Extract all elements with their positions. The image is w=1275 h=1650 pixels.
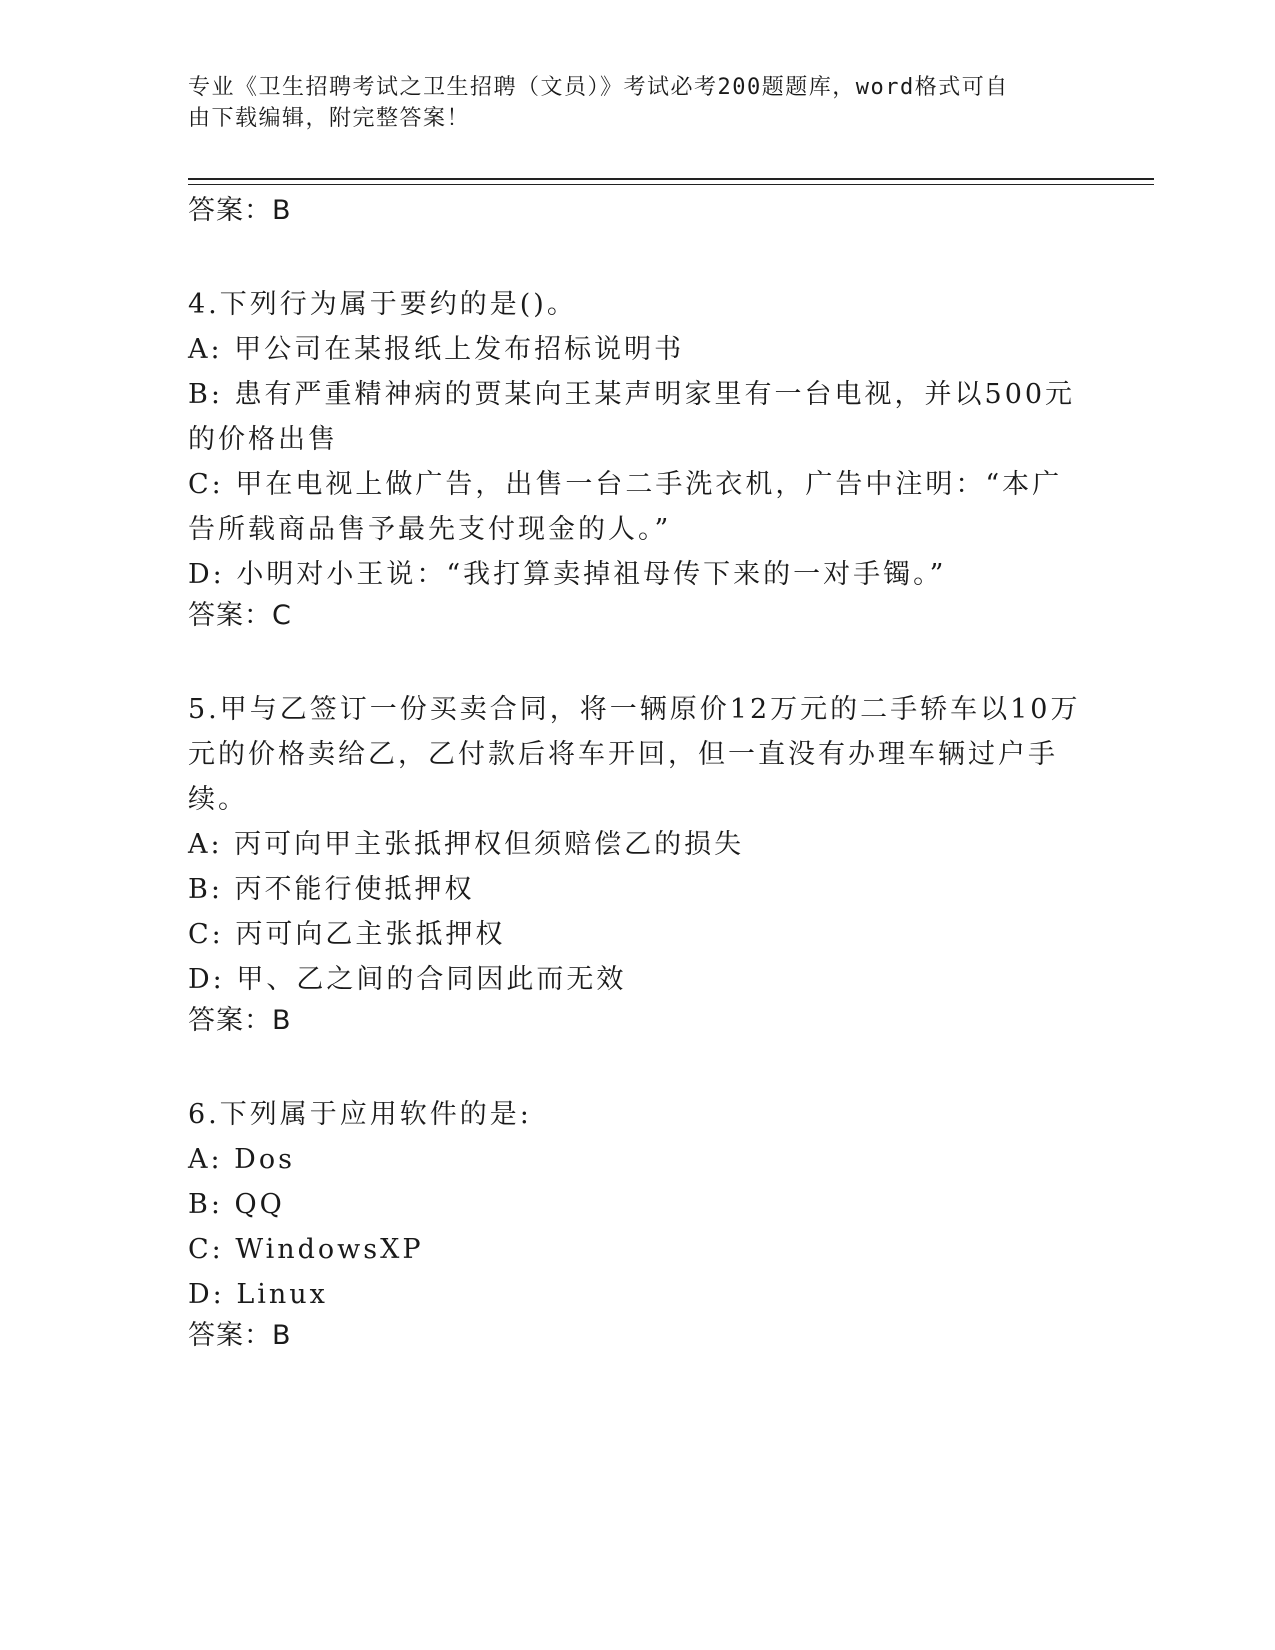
option-c: C: 丙可向乙主张抵押权 (188, 919, 506, 950)
header-line-2: 由下载编辑，附完整答案！ (188, 106, 471, 131)
header-line-1: 专业《卫生招聘考试之卫生招聘（文员）》考试必考200题题库，word格式可自 (188, 75, 1009, 100)
previous-answer: 答案：B (188, 195, 292, 226)
option-b: B: 丙不能行使抵押权 (188, 874, 475, 905)
option-d: D: 小明对小王说：“我打算卖掉祖母传下来的一对手镯。” (188, 559, 947, 590)
option-b: B: 患有严重精神病的贾某向王某声明家里有一台电视，并以500元的价格出售 (188, 379, 1076, 455)
answer: 答案：C (188, 600, 292, 631)
question-5 (188, 687, 1088, 1047)
document-body (188, 192, 1088, 1362)
header-divider-thick (188, 178, 1154, 180)
option-b: B: QQ (188, 1189, 285, 1220)
question-text: 5.甲与乙签订一份买卖合同，将一辆原价12万元的二手轿车以10万元的价格卖给乙，乙付款后将车开回，但一直没有办理车辆过户手续。 (188, 694, 1081, 815)
document-header (188, 72, 1068, 134)
option-d: D: 甲、乙之间的合同因此而无效 (188, 964, 627, 995)
question-6 (188, 1092, 1088, 1362)
header-divider-thin (188, 184, 1154, 185)
option-c: C: WindowsXP (188, 1234, 424, 1265)
question-text: 6.下列属于应用软件的是: (188, 1099, 532, 1130)
option-a: A: 甲公司在某报纸上发布招标说明书 (188, 334, 685, 365)
answer: 答案：B (188, 1005, 292, 1036)
option-c: C: 甲在电视上做广告，出售一台二手洗衣机，广告中注明：“本广告所载商品售予最先支付现金的人。” (188, 469, 1063, 545)
answer: 答案：B (188, 1320, 292, 1351)
option-d: D: Linux (188, 1279, 328, 1310)
question-text: 4.下列行为属于要约的是()。 (188, 289, 577, 320)
option-a: A: Dos (188, 1144, 295, 1175)
option-a: A: 丙可向甲主张抵押权但须赔偿乙的损失 (188, 829, 745, 860)
question-4 (188, 282, 1088, 642)
